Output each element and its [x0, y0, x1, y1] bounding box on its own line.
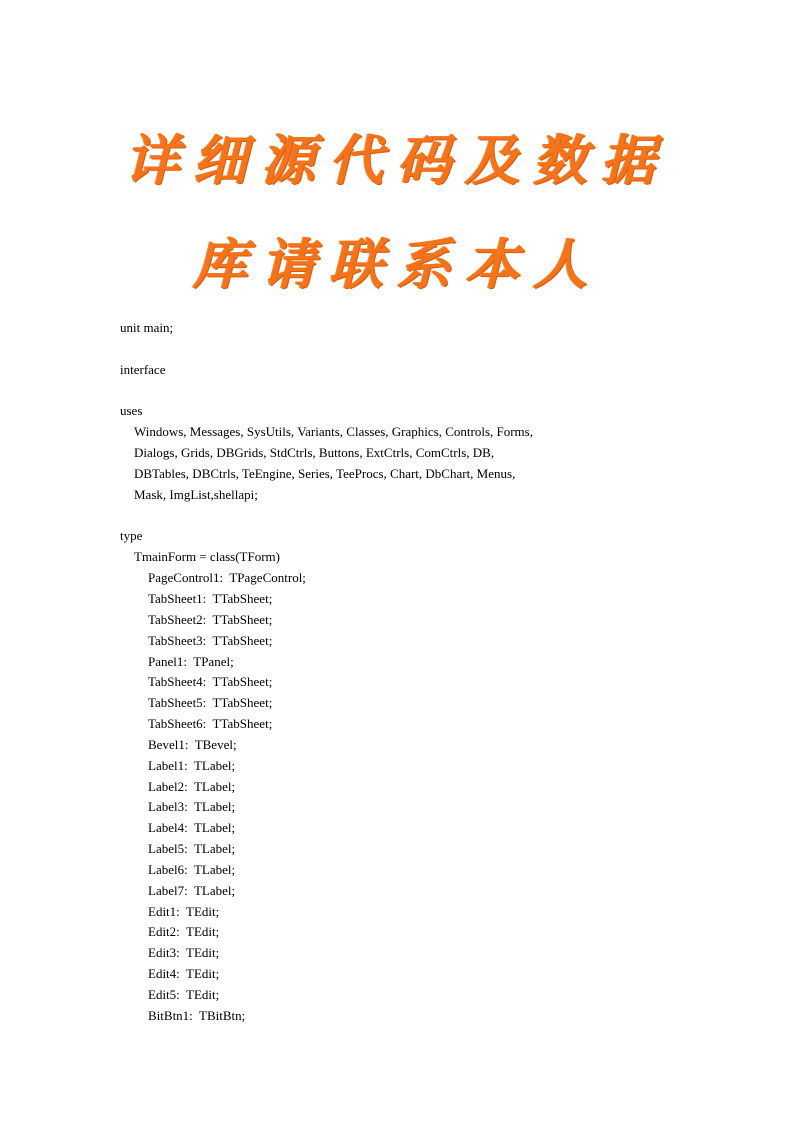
code-line: Panel1: TPanel; — [148, 653, 234, 669]
code-line: Edit4: TEdit; — [148, 966, 220, 982]
code-line: Edit3: TEdit; — [148, 945, 220, 961]
code-line: uses — [120, 403, 143, 419]
code-line: Edit1: TEdit; — [148, 903, 220, 919]
code-line: Bevel1: TBevel; — [148, 736, 237, 752]
code-line: type — [120, 528, 143, 544]
code-line: Mask, ImgList,shellapi; — [134, 486, 258, 502]
blank-line — [120, 339, 760, 360]
code-line: TabSheet5: TTabSheet; — [148, 695, 273, 711]
code-line: Label4: TLabel; — [148, 820, 236, 836]
code-line: PageControl1: TPageControl; — [148, 570, 306, 586]
code-line: Label1: TLabel; — [148, 757, 236, 773]
code-line: DBTables, DBCtrls, TeEngine, Series, TeeProcs, Chart, DbChart, Menus, — [134, 465, 516, 481]
code-line: BitBtn1: TBitBtn; — [148, 1007, 246, 1023]
code-line: Label2: TLabel; — [148, 778, 236, 794]
code-line: Label3: TLabel; — [148, 799, 236, 815]
banner-heading-line-2: 库请联系本人 — [193, 232, 601, 296]
code-line: Label6: TLabel; — [148, 861, 236, 877]
source-code-listing — [120, 318, 760, 1027]
code-line: interface — [120, 361, 166, 377]
code-line: Label7: TLabel; — [148, 882, 236, 898]
banner-heading-line-1: 详细源代码及数据 — [125, 128, 669, 192]
code-line: TabSheet3: TTabSheet; — [148, 632, 273, 648]
code-line: TabSheet6: TTabSheet; — [148, 716, 273, 732]
code-line: TabSheet4: TTabSheet; — [148, 674, 273, 690]
code-line: Windows, Messages, SysUtils, Variants, Classes, Graphics, Controls, Forms, — [134, 424, 533, 440]
code-line: Label5: TLabel; — [148, 841, 236, 857]
blank-line — [120, 506, 760, 527]
code-line: unit main; — [120, 320, 174, 335]
code-line: TabSheet2: TTabSheet; — [148, 611, 273, 627]
code-line: Edit2: TEdit; — [148, 924, 220, 940]
blank-line — [120, 381, 760, 402]
code-line: TabSheet1: TTabSheet; — [148, 590, 273, 606]
code-line: TmainForm = class(TForm) — [134, 549, 280, 565]
code-line: Edit5: TEdit; — [148, 987, 220, 1002]
code-line: Dialogs, Grids, DBGrids, StdCtrls, Buttons, ExtCtrls, ComCtrls, DB, — [134, 445, 495, 461]
